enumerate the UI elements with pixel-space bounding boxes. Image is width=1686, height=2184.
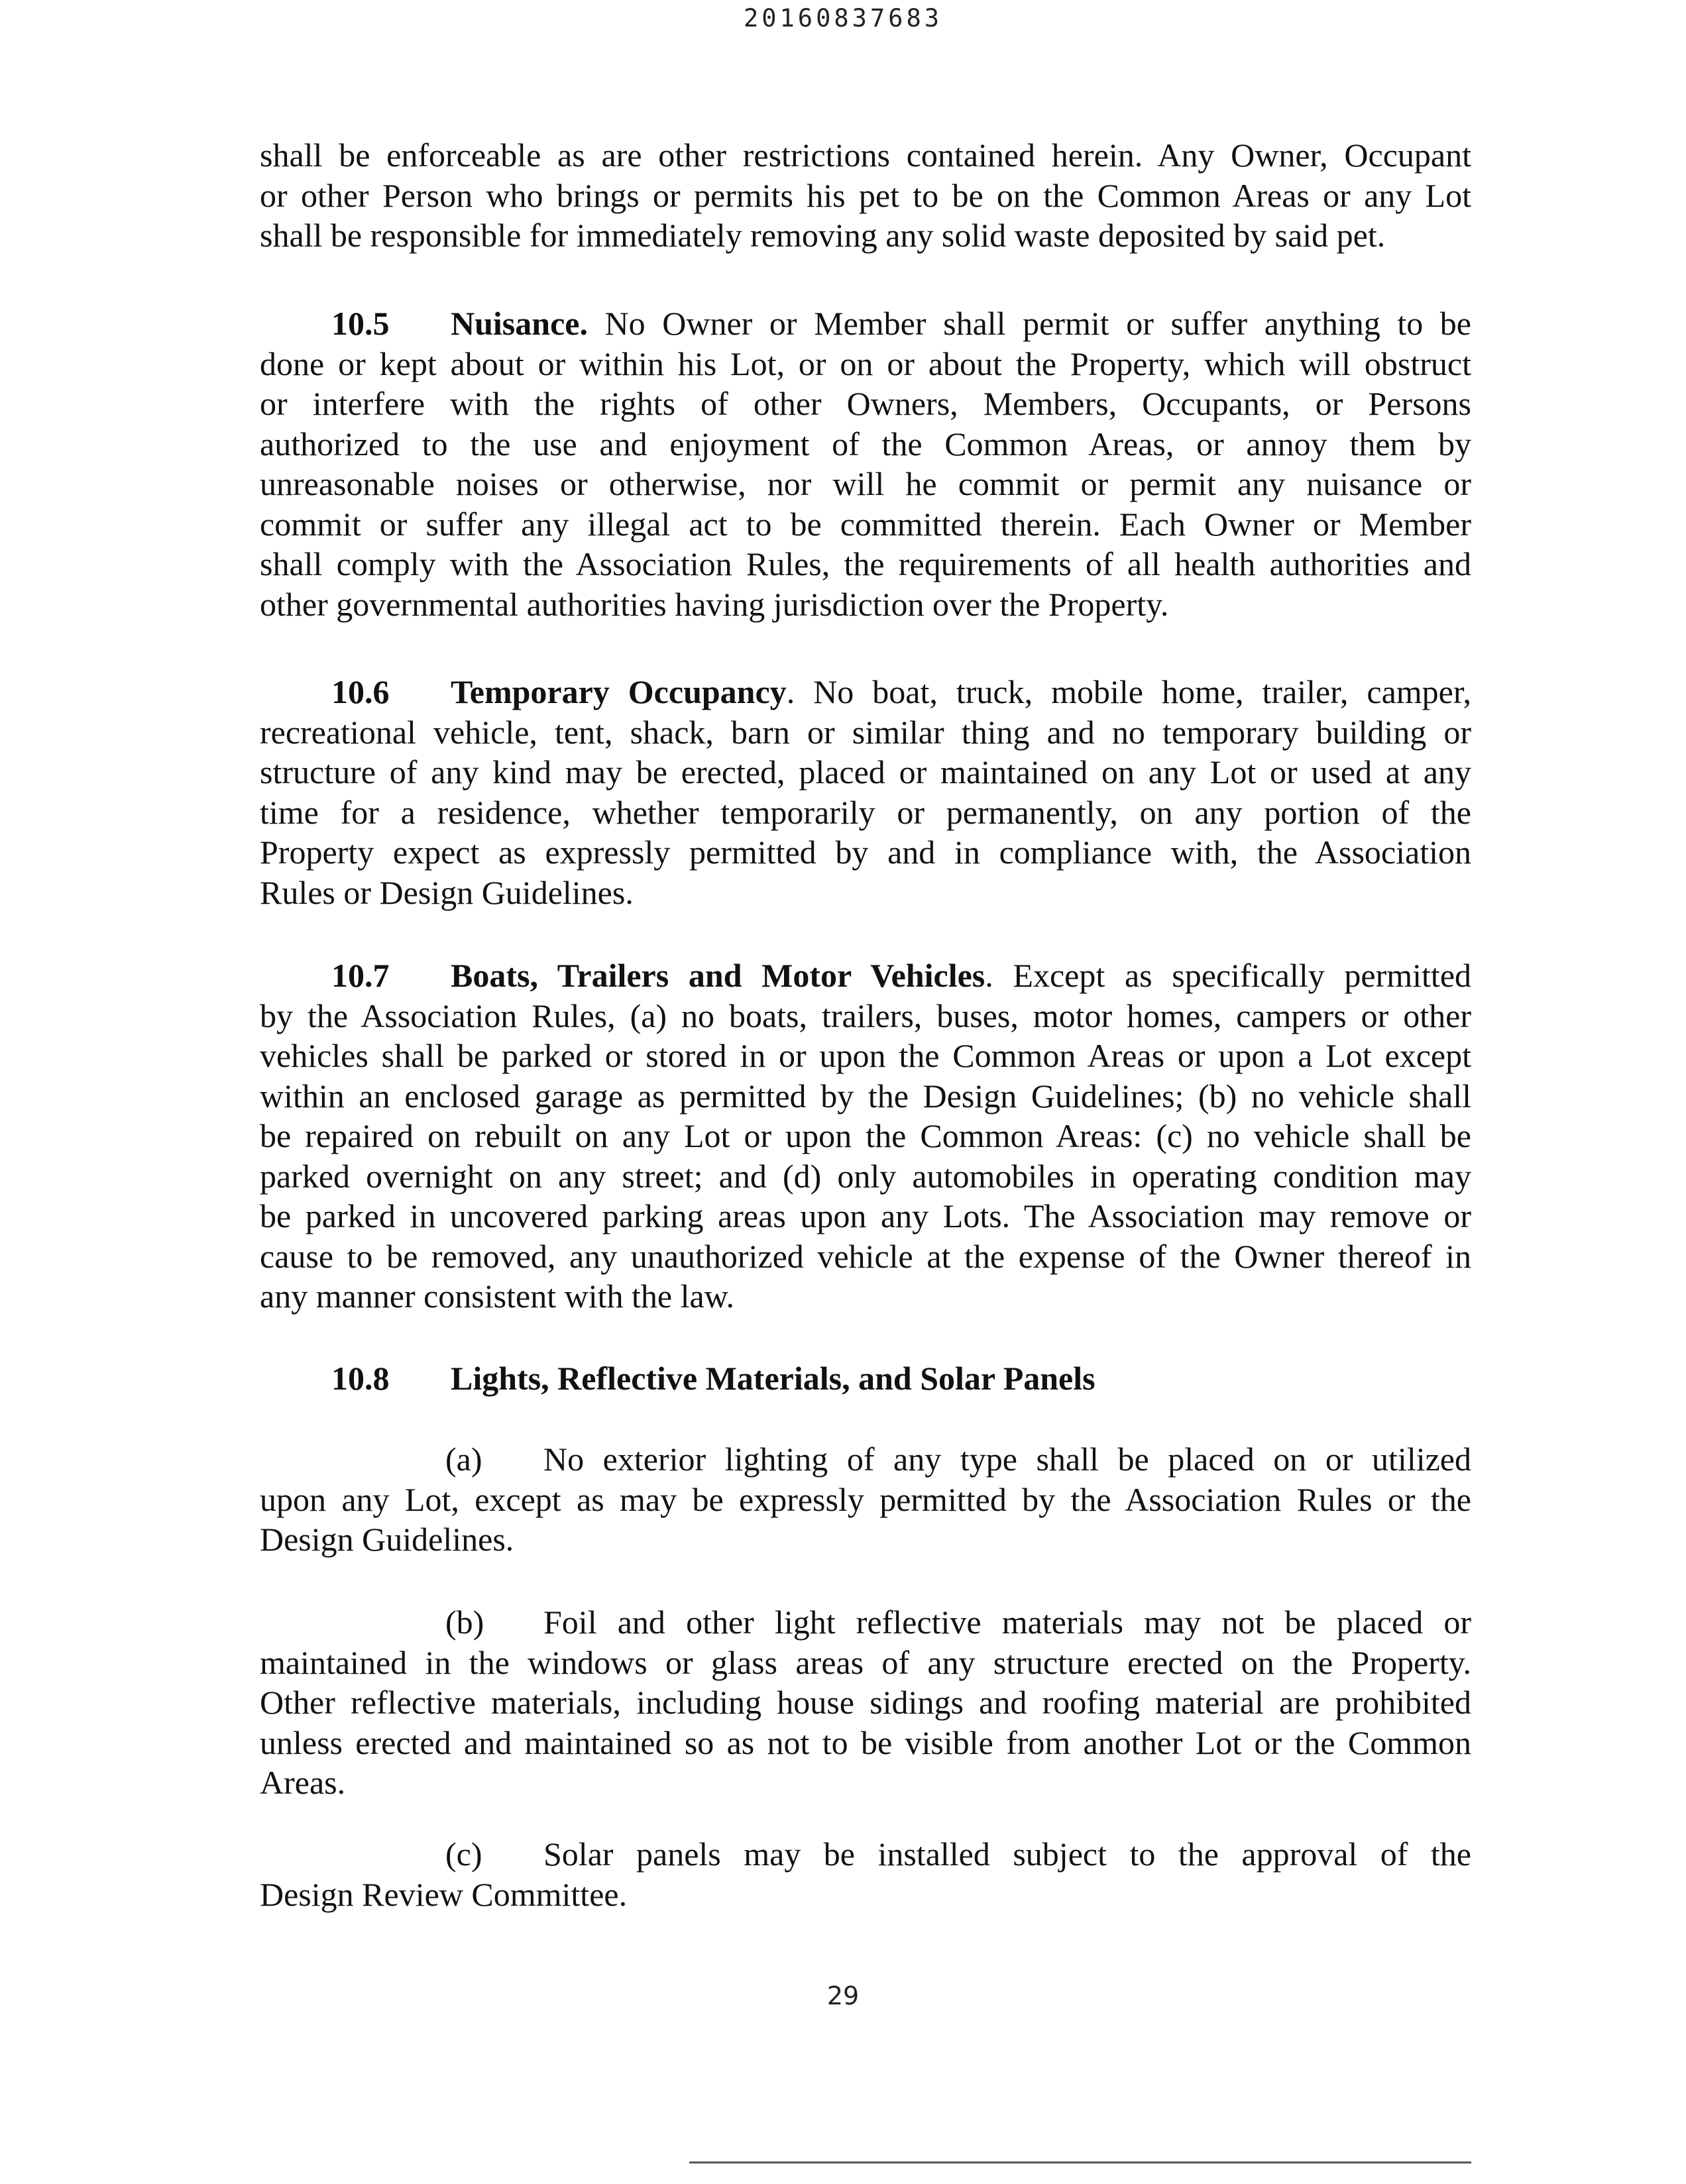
paragraph-line: maintained in the windows or glass areas of any structure erected on the Property. bbox=[260, 1643, 1471, 1681]
paragraph-line: or other Person who brings or permits his pet to be on the Common Areas or any Lot bbox=[260, 176, 1471, 214]
section-first-line bbox=[260, 303, 1471, 344]
paragraph-line: be repaired on rebuilt on any Lot or upon the Common Areas: (c) no vehicle shall be bbox=[260, 1117, 1471, 1154]
section-title: Lights, Reflective Materials, and Solar Panels bbox=[451, 1360, 1096, 1397]
paragraph-line: other governmental authorities having jurisdiction over the Property. bbox=[260, 585, 1169, 623]
paragraph-line: cause to be removed, any unauthorized vehicle at the expense of the Owner thereof in bbox=[260, 1237, 1471, 1275]
paragraph-line: unless erected and maintained so as not to be visible from another Lot or the Common bbox=[260, 1723, 1471, 1761]
paragraph-line: by the Association Rules, (a) no boats, trailers, buses, motor homes, campers or other bbox=[260, 997, 1471, 1034]
section-title: Nuisance. bbox=[451, 305, 588, 342]
subsection-text: Solar panels may be installed subject to the approval of the bbox=[543, 1835, 1471, 1873]
paragraph-line: parked overnight on any street; and (d) only automobiles in operating condition may bbox=[260, 1157, 1471, 1195]
document-number: 20160837683 bbox=[743, 4, 943, 32]
section-10-8-b bbox=[260, 1602, 1471, 1803]
section-10-6-temporary-occupancy bbox=[260, 672, 1471, 912]
section-title: Boats, Trailers and Motor Vehicles bbox=[451, 957, 985, 994]
subsection-marker: (b) bbox=[445, 1604, 484, 1641]
paragraph-line: Other reflective materials, including house sidings and roofing material are prohibited bbox=[260, 1684, 1471, 1721]
section-number: 10.7 bbox=[331, 957, 390, 994]
paragraph-line: Design Review Committee. bbox=[260, 1875, 628, 1913]
paragraph-line: Property expect as expressly permitted by and in compliance with, the Association bbox=[260, 834, 1471, 871]
paragraph-line: recreational vehicle, tent, shack, barn or similar thing and no temporary building or bbox=[260, 713, 1471, 751]
section-10-8-heading bbox=[260, 1358, 1471, 1399]
paragraph-line: authorized to the use and enjoyment of the Common Areas, or annoy them by bbox=[260, 425, 1471, 463]
paragraph-line: within an enclosed garage as permitted by the Design Guidelines; (b) no vehicle shall bbox=[260, 1077, 1471, 1115]
section-number: 10.8 bbox=[331, 1360, 390, 1397]
subsection-first-line bbox=[260, 1834, 1471, 1875]
paragraph-line: Areas. bbox=[260, 1764, 346, 1801]
section-text: . No boat, truck, mobile home, trailer, camper, bbox=[786, 673, 1471, 710]
section-number: 10.6 bbox=[331, 673, 390, 710]
subsection-marker: (c) bbox=[445, 1835, 482, 1873]
paragraph-line: any manner consistent with the law. bbox=[260, 1278, 735, 1315]
subsection-first-line bbox=[260, 1602, 1471, 1643]
paragraph-line: shall be responsible for immediately removing any solid waste deposited by said pet. bbox=[260, 217, 1386, 254]
paragraph-line: unreasonable noises or otherwise, nor will he commit or permit any nuisance or bbox=[260, 465, 1471, 502]
section-text: No Owner or Member shall permit or suffer anything to be bbox=[587, 305, 1471, 342]
paragraph-line: commit or suffer any illegal act to be committed therein. Each Owner or Member bbox=[260, 505, 1471, 543]
section-number: 10.5 bbox=[331, 305, 390, 342]
subsection-marker: (a) bbox=[445, 1441, 482, 1478]
paragraph-line: be parked in uncovered parking areas upon any Lots. The Association may remove or bbox=[260, 1197, 1471, 1234]
section-10-5-nuisance bbox=[260, 303, 1471, 624]
section-text: . Except as specifically permitted bbox=[985, 957, 1472, 994]
section-first-line bbox=[260, 1358, 1471, 1399]
paragraph-line: or interfere with the rights of other Owners, Members, Occupants, or Persons bbox=[260, 385, 1471, 422]
section-10-8-a bbox=[260, 1439, 1471, 1560]
paragraph-line: Design Guidelines. bbox=[260, 1521, 514, 1558]
section-title: Temporary Occupancy bbox=[451, 673, 787, 710]
footer-rule bbox=[689, 2161, 1471, 2163]
subsection-text: No exterior lighting of any type shall be placed on or utilized bbox=[543, 1441, 1471, 1478]
paragraph-line: shall be enforceable as are other restrictions contained herein. Any Owner, Occupant bbox=[260, 136, 1471, 174]
paragraph-line: time for a residence, whether temporarily or permanently, on any portion of the bbox=[260, 793, 1471, 831]
paragraph-line: vehicles shall be parked or stored in or upon the Common Areas or upon a Lot except bbox=[260, 1037, 1471, 1074]
subsection-first-line bbox=[260, 1439, 1471, 1480]
paragraph-line: structure of any kind may be erected, placed or maintained on any Lot or used at any bbox=[260, 753, 1471, 791]
paragraph-line: shall comply with the Association Rules, the requirements of all health authorities and bbox=[260, 545, 1471, 582]
section-10-8-c bbox=[260, 1834, 1471, 1914]
section-first-line bbox=[260, 672, 1471, 712]
paragraph-line: upon any Lot, except as may be expressly permitted by the Association Rules or the bbox=[260, 1480, 1471, 1518]
paragraph-line: done or kept about or within his Lot, or on or about the Property, which will obstruct bbox=[260, 345, 1471, 382]
continuation-paragraph bbox=[260, 135, 1471, 256]
subsection-text: Foil and other light reflective materials may not be placed or bbox=[543, 1604, 1471, 1641]
page-number: 29 bbox=[826, 1981, 860, 2010]
paragraph-line: Rules or Design Guidelines. bbox=[260, 873, 634, 911]
section-10-7-boats-trailers bbox=[260, 956, 1471, 1317]
section-first-line bbox=[260, 956, 1471, 996]
